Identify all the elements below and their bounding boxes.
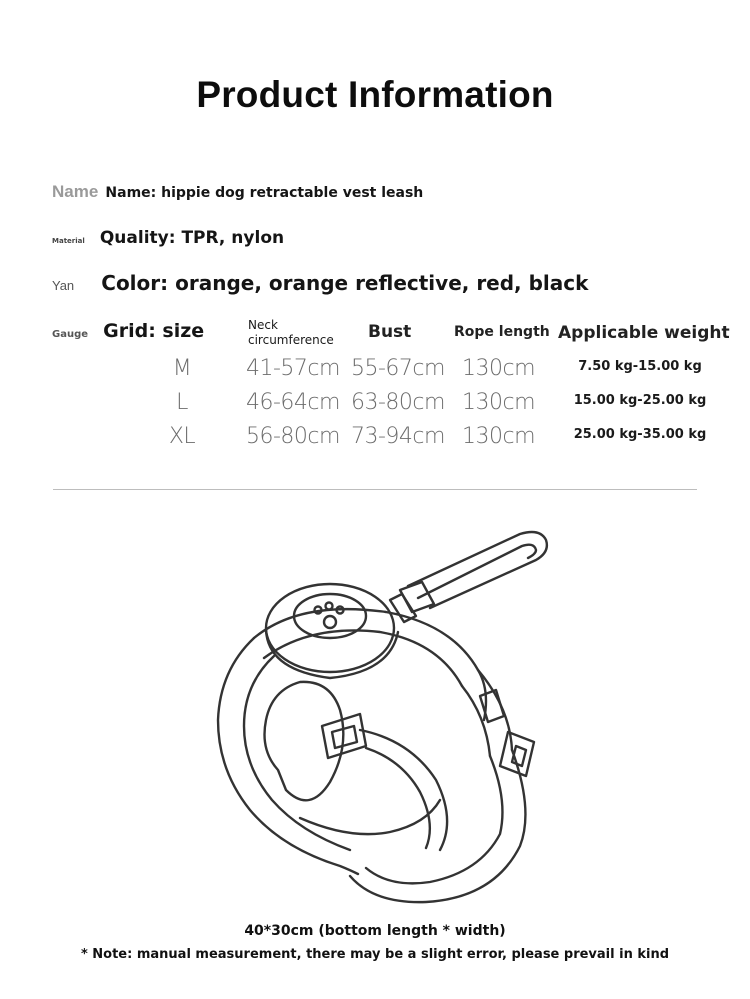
- side-label-gauge: Gauge: [52, 329, 89, 340]
- weight-cell: 7.50 kg-15.00 kg: [578, 359, 702, 374]
- side-label-name: Name: [52, 182, 99, 201]
- neck-cell: 56-80cm: [246, 424, 340, 449]
- rope-cell: 130cm: [462, 390, 536, 415]
- bust-cell: 73-94cm: [351, 424, 445, 449]
- measurement-note: * Note: manual measurement, there may be a slight error, please prevail in kind: [80, 947, 670, 962]
- product-color: Color: orange, orange reflective, red, black: [101, 271, 589, 295]
- dog-harness-retractable-leash-icon: [190, 520, 570, 910]
- dimension-caption: 40*30cm (bottom length * width): [244, 923, 506, 939]
- size-cell: L: [176, 390, 188, 415]
- header-applicable-weight: Applicable weight: [558, 323, 730, 343]
- weight-cell: 15.00 kg-25.00 kg: [573, 393, 707, 408]
- header-bust: Bust: [368, 322, 412, 342]
- size-cell: M: [172, 356, 192, 381]
- side-label-material: Material: [52, 237, 85, 245]
- size-heading: Grid: size: [103, 320, 205, 342]
- section-divider: [53, 489, 697, 490]
- info-row-material: [52, 228, 284, 248]
- header-rope-length: Rope length: [454, 324, 550, 340]
- header-neck: Neck circumference: [248, 318, 334, 347]
- info-row-color: [52, 271, 588, 295]
- info-row-name: [52, 182, 423, 202]
- neck-cell: 41-57cm: [246, 356, 340, 381]
- size-cell: XL: [168, 424, 196, 449]
- bust-cell: 55-67cm: [351, 356, 445, 381]
- neck-cell: 46-64cm: [246, 390, 340, 415]
- side-label-color: Yan: [52, 278, 75, 293]
- product-name: Name: hippie dog retractable vest leash: [105, 185, 424, 201]
- product-material: Quality: TPR, nylon: [99, 228, 285, 248]
- weight-cell: 25.00 kg-35.00 kg: [573, 427, 707, 442]
- info-row-gauge: [52, 320, 204, 342]
- rope-cell: 130cm: [462, 424, 536, 449]
- page-title: Product Information: [196, 74, 554, 115]
- bust-cell: 63-80cm: [351, 390, 445, 415]
- rope-cell: 130cm: [462, 356, 536, 381]
